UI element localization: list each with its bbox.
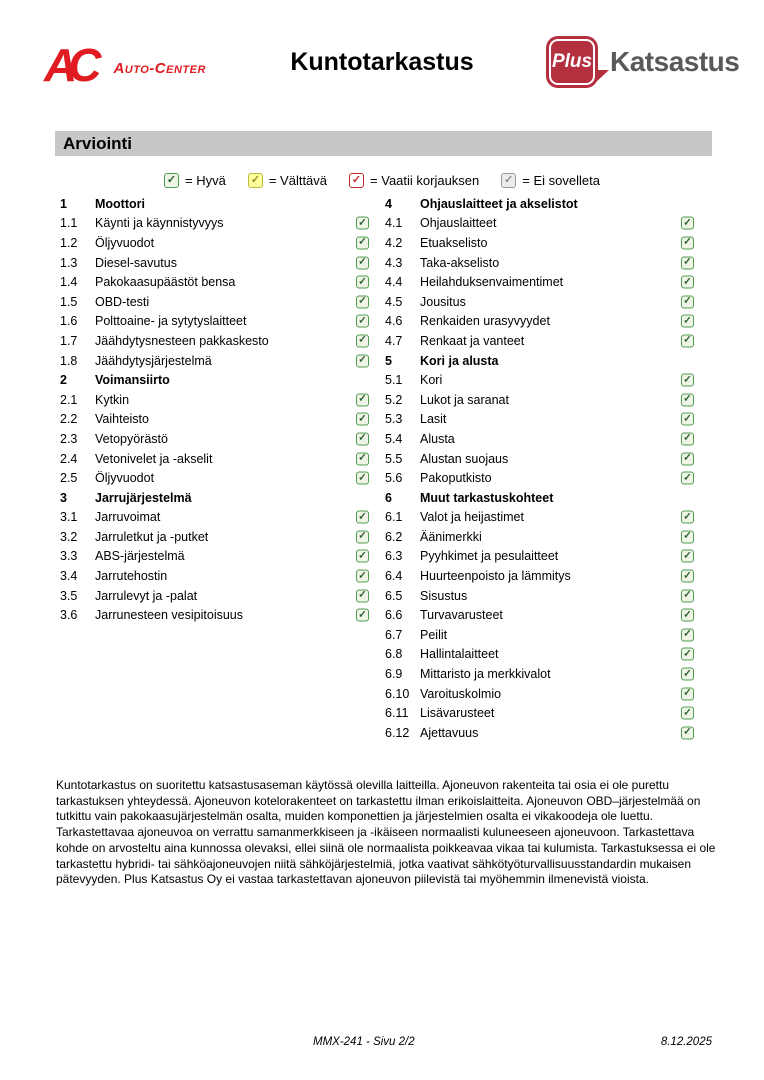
status-checkbox-good: ✓ [356, 550, 369, 563]
status-checkbox-good: ✓ [681, 217, 694, 230]
item-number: 6.1 [385, 510, 403, 525]
checklist-row-2.1 [60, 390, 382, 410]
item-number: 4.7 [385, 333, 403, 348]
item-number: 1.8 [60, 353, 78, 368]
status-checkbox-good: ✓ [681, 530, 694, 543]
legend-item-na [501, 173, 600, 188]
item-number: 3.6 [60, 608, 78, 623]
checklist-row-3.5 [60, 586, 382, 606]
status-checkbox-good: ✓ [356, 472, 369, 485]
item-label: Peilit [420, 627, 448, 642]
checklist-row-1.4 [60, 272, 382, 292]
item-number: 4.4 [385, 275, 403, 290]
item-label: Käynti ja käynnistyvyys [95, 216, 224, 231]
item-label: Taka-akselisto [420, 255, 500, 270]
item-label: Jousitus [420, 294, 466, 309]
status-checkbox-good: ✓ [681, 452, 694, 465]
item-number: 4.2 [385, 235, 403, 250]
item-label: Ohjauslaitteet ja akselistot [420, 196, 578, 211]
item-number: 5.2 [385, 392, 403, 407]
status-checkbox-good: ✓ [681, 609, 694, 622]
item-label: ABS-järjestelmä [95, 549, 185, 564]
item-label: Muut tarkastuskohteet [420, 490, 554, 505]
section-bar-arviointi: Arviointi [55, 131, 712, 156]
disclaimer-line: Kuntotarkastus on suoritettu katsastusaseman käytössä olevilla laitteilla. Ajoneuvon rakenteita tai osia ei ole purettu [56, 778, 670, 792]
checklist-row-3.1 [60, 508, 382, 528]
item-number: 1.6 [60, 314, 78, 329]
checklist-row-5.5 [385, 449, 712, 469]
item-label: Jarrujärjestelmä [95, 490, 192, 505]
checklist-row-6.2 [385, 527, 712, 547]
item-label: Varoituskolmio [420, 686, 502, 701]
status-checkbox-na: ✓ [501, 173, 516, 188]
status-checkbox-good: ✓ [356, 511, 369, 524]
section-header-5 [385, 351, 712, 371]
disclaimer-line: kohde on arvosteltu aina kunnossa olevaksi, ellei siinä ole normaalista poikkeavaa vikaa tai kulumista. Tarkastuksessa ei ole [56, 840, 716, 855]
item-label: Pakoputkisto [420, 471, 492, 486]
status-checkbox-good: ✓ [356, 256, 369, 269]
checklist-row-6.11 [385, 703, 712, 723]
checklist-row-1.6 [60, 312, 382, 332]
item-number: 3.1 [60, 510, 78, 525]
item-number: 5.6 [385, 471, 403, 486]
checklist-row-6.4 [385, 566, 712, 586]
plus-badge-label: Plus [549, 39, 595, 85]
checklist-row-3.4 [60, 566, 382, 586]
item-label: Hallintalaitteet [420, 647, 499, 662]
item-label: Kori ja alusta [420, 353, 499, 368]
item-number: 4.3 [385, 255, 403, 270]
item-number: 6.6 [385, 608, 403, 623]
item-number: 3.4 [60, 569, 78, 584]
item-number: 1.2 [60, 235, 78, 250]
report-date: 8.12.2025 [660, 1036, 712, 1048]
checklist-row-5.6 [385, 468, 712, 488]
checklist-row-1.1 [60, 214, 382, 234]
item-label: Alusta [420, 431, 455, 446]
status-checkbox-good: ✓ [681, 570, 694, 583]
item-label: Kori [420, 373, 443, 388]
item-number: 3.3 [60, 549, 78, 564]
item-label: Moottori [95, 196, 145, 211]
checklist-row-4.7 [385, 331, 712, 351]
status-checkbox-good: ✓ [356, 413, 369, 426]
item-label: Jäähdytysjärjestelmä [95, 353, 212, 368]
rating-legend [0, 170, 764, 190]
item-label: Huurteenpoisto ja lämmitys [420, 569, 571, 584]
status-checkbox-good: ✓ [681, 295, 694, 308]
checklist-row-3.6 [60, 605, 382, 625]
checklist-row-3.2 [60, 527, 382, 547]
status-checkbox-good: ✓ [681, 393, 694, 406]
page-title: Kuntotarkastus [290, 48, 474, 76]
legend-label: = Hyvä [185, 172, 226, 188]
item-label: Pakokaasupäästöt bensa [95, 275, 236, 290]
checklist-row-3.3 [60, 547, 382, 567]
item-label: Kytkin [95, 392, 130, 407]
item-number: 6.7 [385, 627, 403, 642]
item-number: 5 [385, 353, 392, 368]
item-label: Lukot ja saranat [420, 392, 509, 407]
status-checkbox-good: ✓ [356, 276, 369, 289]
status-checkbox-good: ✓ [356, 530, 369, 543]
item-number: 3 [60, 490, 67, 505]
item-number: 2 [60, 373, 67, 388]
status-checkbox-good: ✓ [681, 707, 694, 720]
plus-badge-icon [546, 36, 598, 88]
status-checkbox-good: ✓ [356, 570, 369, 583]
item-label: Jarruvoimat [95, 510, 161, 525]
section-header-1 [60, 194, 382, 214]
item-number: 2.3 [60, 431, 78, 446]
legend-item-good [164, 173, 226, 188]
item-label: Vaihteisto [95, 412, 149, 427]
disclaimer-line: tarkastuksen yhteydessä. Ajoneuvon kotelorakenteet on tarkastettu ilman erikoislaitteita. Ajoneuvon OBD–järjestelmää on [56, 793, 701, 808]
item-label: Jarrunesteen vesipitoisuus [95, 608, 243, 623]
status-checkbox-good: ✓ [356, 589, 369, 602]
checklist-row-5.4 [385, 429, 712, 449]
disclaimer-line: tarkastettu hybridi- tai sähköajoneuvojen niitä sähköjärjestelmiä, jotka vaativat sähkötyöturvallisuusstandardin mukaisen [56, 856, 692, 871]
disclaimer-text [56, 778, 716, 888]
item-label: Alustan suojaus [420, 451, 509, 466]
section-header-6 [385, 488, 712, 508]
checklist-row-6.6 [385, 605, 712, 625]
checklist-row-6.8 [385, 645, 712, 665]
checklist-col-right [385, 194, 712, 743]
item-label: Etuakselisto [420, 235, 488, 250]
status-checkbox-good: ✓ [681, 648, 694, 661]
status-checkbox-good: ✓ [356, 334, 369, 347]
checklist-row-5.1 [385, 370, 712, 390]
auto-center-logo-text: Auto-Center [113, 59, 206, 77]
item-number: 1.1 [60, 216, 78, 231]
item-label: Jarrulevyt ja -palat [95, 588, 198, 603]
checklist-row-4.5 [385, 292, 712, 312]
checklist-row-2.2 [60, 410, 382, 430]
plus-katsastus-logo [546, 36, 739, 88]
item-number: 4.6 [385, 314, 403, 329]
status-checkbox-good: ✓ [356, 393, 369, 406]
item-label: Diesel-savutus [95, 255, 177, 270]
checklist-row-1.2 [60, 233, 382, 253]
item-label: Valot ja heijastimet [420, 510, 524, 525]
section-header-3 [60, 488, 382, 508]
item-label: Ajettavuus [420, 725, 479, 740]
checklist-row-6.12 [385, 723, 712, 743]
legend-item-repair [349, 173, 479, 188]
item-number: 2.5 [60, 471, 78, 486]
item-number: 1.3 [60, 255, 78, 270]
item-number: 5.4 [385, 431, 403, 446]
checklist-row-4.4 [385, 272, 712, 292]
item-label: Heilahduksenvaimentimet [420, 275, 564, 290]
auto-center-logo-icon: AC [44, 39, 93, 91]
legend-label: = Ei sovelleta [522, 172, 600, 188]
legend-item-fair [248, 173, 327, 188]
item-number: 6.4 [385, 569, 403, 584]
item-number: 6.8 [385, 647, 403, 662]
status-checkbox-good: ✓ [356, 609, 369, 622]
item-number: 5.5 [385, 451, 403, 466]
item-number: 6.12 [385, 725, 410, 740]
item-label: Sisustus [420, 588, 468, 603]
item-label: Öljyvuodot [95, 471, 155, 486]
status-checkbox-good: ✓ [356, 354, 369, 367]
legend-label: = Välttävä [268, 172, 328, 188]
item-number: 6.9 [385, 667, 403, 682]
checklist-row-2.3 [60, 429, 382, 449]
section-header-2 [60, 370, 382, 390]
item-label: Ohjauslaitteet [420, 216, 497, 231]
checklist-row-6.3 [385, 547, 712, 567]
item-number: 2.4 [60, 451, 78, 466]
status-checkbox-good: ✓ [681, 236, 694, 249]
section-header-4 [385, 194, 712, 214]
status-checkbox-good: ✓ [356, 452, 369, 465]
item-number: 4 [385, 196, 392, 211]
status-checkbox-good: ✓ [356, 315, 369, 328]
katsastus-logo-text: Katsastus [610, 46, 740, 77]
status-checkbox-good: ✓ [681, 413, 694, 426]
item-number: 6.5 [385, 588, 403, 603]
item-label: Vetonivelet ja -akselit [95, 451, 213, 466]
status-checkbox-repair: ✓ [349, 173, 364, 188]
status-checkbox-good: ✓ [681, 511, 694, 524]
item-label: Voimansiirto [95, 373, 170, 388]
status-checkbox-good: ✓ [681, 432, 694, 445]
checklist-col-left [60, 194, 382, 625]
item-label: Polttoaine- ja sytytyslaitteet [95, 314, 247, 329]
item-number: 1.4 [60, 275, 78, 290]
status-checkbox-good: ✓ [356, 432, 369, 445]
status-checkbox-good: ✓ [681, 472, 694, 485]
item-number: 6.2 [385, 529, 403, 544]
checklist-row-2.5 [60, 468, 382, 488]
checklist-row-4.6 [385, 312, 712, 332]
status-checkbox-good: ✓ [681, 589, 694, 602]
status-checkbox-good: ✓ [681, 726, 694, 739]
status-checkbox-good: ✓ [356, 217, 369, 230]
item-label: Turvavarusteet [420, 608, 503, 623]
item-number: 1.5 [60, 294, 78, 309]
checklist-row-6.9 [385, 664, 712, 684]
item-number: 4.5 [385, 294, 403, 309]
checklist-row-1.3 [60, 253, 382, 273]
status-checkbox-fair: ✓ [248, 173, 263, 188]
item-number: 5.1 [385, 373, 403, 388]
status-checkbox-good: ✓ [681, 668, 694, 681]
item-number: 4.1 [385, 216, 403, 231]
status-checkbox-good: ✓ [681, 315, 694, 328]
checklist-row-4.1 [385, 214, 712, 234]
page-number: MMX-241 - Sivu 2/2 [313, 1036, 415, 1048]
checklist-row-4.2 [385, 233, 712, 253]
item-label: Lasit [420, 412, 447, 427]
item-number: 2.1 [60, 392, 78, 407]
item-number: 6.11 [385, 706, 409, 721]
checklist-row-4.3 [385, 253, 712, 273]
status-checkbox-good: ✓ [356, 295, 369, 308]
item-label: Äänimerkki [420, 529, 482, 544]
status-checkbox-good: ✓ [681, 334, 694, 347]
disclaimer-line: Tarkastettavaa ajoneuvoa on verrattu samanmerkkiseen ja -ikäiseen normaalisti kuluneeseen ajoneuvoon. Tarkastettava [56, 825, 695, 840]
status-checkbox-good: ✓ [681, 687, 694, 700]
checklist-row-6.7 [385, 625, 712, 645]
item-number: 1.7 [60, 333, 78, 348]
status-checkbox-good: ✓ [164, 173, 179, 188]
item-number: 6.3 [385, 549, 403, 564]
checklist-row-2.4 [60, 449, 382, 469]
item-label: Mittaristo ja merkkivalot [420, 667, 551, 682]
checklist-row-6.5 [385, 586, 712, 606]
item-label: Öljyvuodot [95, 235, 155, 250]
item-label: Lisävarusteet [420, 706, 495, 721]
item-number: 2.2 [60, 412, 78, 427]
status-checkbox-good: ✓ [681, 256, 694, 269]
item-number: 6 [385, 490, 392, 505]
item-number: 3.2 [60, 529, 78, 544]
checklist-row-5.2 [385, 390, 712, 410]
item-label: Renkaat ja vanteet [420, 333, 525, 348]
item-number: 1 [60, 196, 67, 211]
item-label: Pyyhkimet ja pesulaitteet [420, 549, 559, 564]
item-label: Jarruletkut ja -putket [95, 529, 209, 544]
checklist-row-1.7 [60, 331, 382, 351]
checklist-row-6.10 [385, 684, 712, 704]
status-checkbox-good: ✓ [681, 276, 694, 289]
disclaimer-line: pätevyyden. Plus Katsastus Oy ei vastaa tarkastettavan ajoneuvon piilevistä tai myöhemmin ilmenevistä vioista. [56, 872, 649, 887]
disclaimer-line: tutkittu vain pakokaasujärjestelmän osalta, muiden komponettien ja järjestelmien osalta ei vikakoodeja ole luettu. [56, 809, 654, 824]
status-checkbox-good: ✓ [681, 374, 694, 387]
item-label: OBD-testi [95, 294, 150, 309]
item-label: Vetopyörästö [95, 431, 168, 446]
item-label: Jäähdytysnesteen pakkaskesto [95, 333, 269, 348]
checklist-row-1.5 [60, 292, 382, 312]
legend-label: = Vaatii korjauksen [370, 172, 480, 188]
item-label: Jarrutehostin [95, 569, 168, 584]
status-checkbox-good: ✓ [681, 550, 694, 563]
checklist-row-1.8 [60, 351, 382, 371]
item-number: 5.3 [385, 412, 403, 427]
item-number: 3.5 [60, 588, 78, 603]
checklist-row-6.1 [385, 508, 712, 528]
speech-bubble-tail-icon [595, 70, 609, 83]
item-number: 6.10 [385, 686, 410, 701]
item-label: Renkaiden urasyvyydet [420, 314, 550, 329]
status-checkbox-good: ✓ [356, 236, 369, 249]
status-checkbox-good: ✓ [681, 628, 694, 641]
checklist-row-5.3 [385, 410, 712, 430]
